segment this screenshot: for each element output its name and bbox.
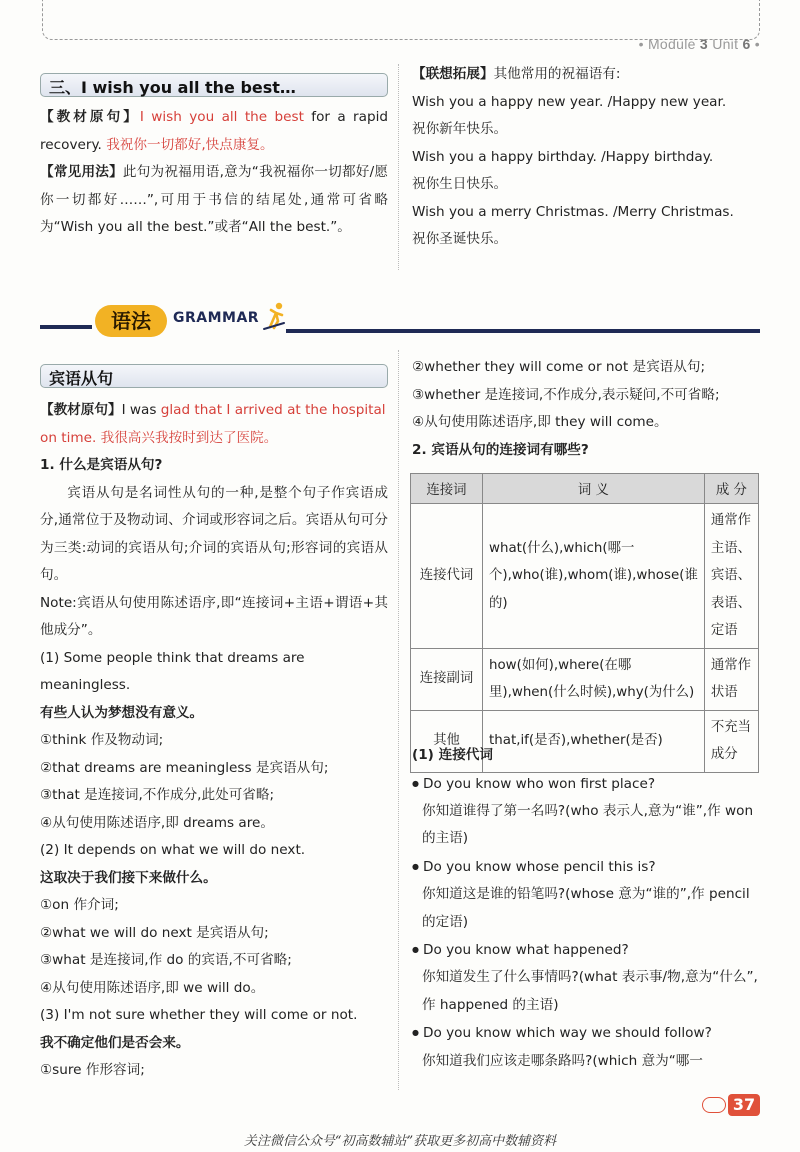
source-label: 【教材原句】 bbox=[40, 109, 140, 125]
table-cell: how(如何),where(在哪里),when(什么时候),why(为什么) bbox=[483, 648, 705, 710]
analysis-point: ③what 是连接词,作 do 的宾语,不可省略; bbox=[40, 952, 292, 968]
analysis-point: ①sure 作形容词; bbox=[40, 1062, 145, 1078]
source-label: 【教材原句】 bbox=[40, 402, 122, 418]
analysis-point: ④从句使用陈述语序,即 they will come。 bbox=[412, 414, 668, 430]
object-clause-left-column: 【教材原句】I was glad that I arrived at the hospital on time. 我很高兴我按时到达了医院。 1. 什么是宾语从句? 宾语从句是名词性从句的一种,是整个句子作宾语成分,通常位于及物动词、介词或形容词之后。宾语从句可分为三类:动词的宾语从句;介词的宾语从句;形容词的宾语从句。 Note:宾语从句使用陈述语序,即“连接词+主语+谓语+其他成分”。 (1) Some people think that dreams are meaningless. 有些人认为梦想没有意义。 ①think 作及物动词; ②that dreams are meaningless 是宾语从句; ③that 是连接词,不作成分,此处可省略; ④从句使用陈述语序,即 dreams are。 (2) It depends on what we will do next. 这取决于我们接下来做什么。 ①on 作介词; ②what we will do next 是宾语从句; ③what 是连接词,作 do 的宾语,不可省略; ④从句使用陈述语序,即 we will do。 (3) I'm not sure whether they will come or not. 我不确定他们是否会来。 ①sure 作形容词; bbox=[40, 397, 388, 1085]
blessing-line: 祝你生日快乐。 bbox=[412, 176, 508, 192]
top-dashed-box bbox=[42, 0, 760, 40]
table-row bbox=[411, 648, 759, 710]
analysis-point: ④从句使用陈述语序,即 dreams are。 bbox=[40, 814, 275, 831]
blessing-line: 祝你圣诞快乐。 bbox=[412, 231, 508, 247]
source-translation: 我很高兴我按时到达了医院。 bbox=[96, 429, 278, 446]
unit-label: Unit bbox=[712, 36, 739, 52]
blessing-line: 祝你新年快乐。 bbox=[412, 121, 508, 137]
table-cell: that,if(是否),whether(是否) bbox=[483, 710, 705, 772]
analysis-point: ②what we will do next 是宾语从句; bbox=[40, 924, 269, 941]
column-divider-bottom bbox=[398, 350, 399, 1090]
example-bullet-en: ● Do you know what happened? bbox=[412, 936, 760, 964]
page-ornament-icon bbox=[702, 1097, 726, 1113]
table-header-row bbox=[411, 474, 759, 504]
module-label: Module bbox=[647, 36, 696, 52]
blessing-line: Wish you a happy birthday. /Happy birthday. bbox=[412, 148, 714, 165]
example-bullet-cn: 你知道谁得了第一名吗?(who 表示人,意为“谁”,作 won 的主语) bbox=[422, 802, 754, 847]
table-cell: 连接代词 bbox=[411, 504, 483, 649]
source-translation: 我祝你一切都好,快点康复。 bbox=[106, 136, 274, 153]
table-header-cell: 成 分 bbox=[704, 474, 758, 504]
source-sentence-red: glad that I arrived at the hospital on time. bbox=[40, 402, 386, 446]
example-bullet-en: ● Do you know who won first place? bbox=[412, 770, 760, 798]
grammar-pill: 语法 bbox=[95, 305, 167, 337]
question-1-body: 宾语从句是名词性从句的一种,是整个句子作宾语成分,通常位于及物动词、介词或形容词之后。宾语从句可分为三类:动词的宾语从句;介词的宾语从句;形容词的宾语从句。 bbox=[40, 484, 388, 583]
column-divider-top bbox=[398, 64, 399, 270]
example-2-cn: 这取决于我们接下来做什么。 bbox=[40, 869, 217, 886]
blessing-line: Wish you a happy new year. /Happy new year. bbox=[412, 93, 727, 110]
usage-text: 此句为祝福用语,意为“我祝福你一切都好/愿你一切都好……”,可用于书信的结尾处,通常可省略为“Wish you all the best.”或者“All the best.”。 bbox=[40, 164, 388, 235]
analysis-point: ③that 是连接词,不作成分,此处可省略; bbox=[40, 787, 275, 803]
example-3-en: (3) I'm not sure whether they will come or not. bbox=[40, 1007, 358, 1023]
table-cell: 通常作主语、宾语、表语、定语 bbox=[704, 504, 758, 649]
page-number-badge bbox=[700, 1094, 760, 1118]
note-text: Note:宾语从句使用陈述语序,即“连接词+主语+谓语+其他成分”。 bbox=[40, 594, 388, 638]
page-number: 37 bbox=[728, 1094, 760, 1116]
grammar-banner bbox=[40, 301, 760, 337]
table-cell: 连接副词 bbox=[411, 648, 483, 710]
module-number: 3 bbox=[699, 36, 708, 52]
table-cell: 通常作状语 bbox=[704, 648, 758, 710]
question-1-heading: 1. 什么是宾语从句? bbox=[40, 457, 163, 473]
table-row bbox=[411, 504, 759, 649]
source-sentence-red: I wish you all the best bbox=[139, 109, 304, 125]
example-1-en: (1) Some people think that dreams are meaningless. bbox=[40, 649, 305, 693]
object-clause-heading: 宾语从句 bbox=[40, 364, 388, 388]
table-cell: what(什么),which(哪一个),who(谁),whom(谁),whose(谁的) bbox=[483, 504, 705, 649]
analysis-point: ①think 作及物动词; bbox=[40, 732, 164, 748]
analysis-point: ①on 作介词; bbox=[40, 897, 119, 913]
grammar-label: GRAMMAR bbox=[173, 310, 260, 326]
analysis-point: ④从句使用陈述语序,即 we will do。 bbox=[40, 979, 265, 996]
blessing-line: Wish you a merry Christmas. /Merry Christmas. bbox=[412, 203, 734, 220]
analysis-point: ②that dreams are meaningless 是宾语从句; bbox=[40, 759, 329, 776]
object-clause-right-top bbox=[412, 354, 760, 464]
example-1-cn: 有些人认为梦想没有意义。 bbox=[40, 704, 204, 721]
example-3-cn: 我不确定他们是否会来。 bbox=[40, 1034, 190, 1051]
table-cell: 不充当成分 bbox=[704, 710, 758, 772]
table-cell: 其他 bbox=[411, 710, 483, 772]
unit-number: 6 bbox=[742, 36, 751, 52]
extend-label: 【联想拓展】 bbox=[412, 66, 494, 82]
extend-block: 【联想拓展】其他常用的祝福语有: Wish you a happy new year. /Happy new year. 祝你新年快乐。 Wish you a happy birthday. /Happy birthday. 祝你生日快乐。 Wish you a merry Christmas. /Merry Christmas. 祝你圣诞快乐。 bbox=[412, 61, 762, 254]
subheading-connective-pronouns: (1) 连接代词 bbox=[412, 747, 493, 763]
table-header-cell: 连接词 bbox=[411, 474, 483, 504]
example-bullet-cn: 你知道我们应该走哪条路吗?(which 意为“哪一 bbox=[422, 1052, 703, 1069]
analysis-point: ②whether they will come or not 是宾语从句; bbox=[412, 359, 706, 375]
module-unit-tag: • Module 3 Unit 6 • bbox=[638, 36, 760, 52]
example-2-en: (2) It depends on what we will do next. bbox=[40, 842, 306, 858]
example-bullet-cn: 你知道这是谁的铅笔吗?(whose 意为“谁的”,作 pencil 的定语) bbox=[422, 886, 750, 930]
table-header-cell: 词 义 bbox=[483, 474, 705, 504]
question-2-heading: 2. 宾语从句的连接词有哪些? bbox=[412, 441, 589, 458]
banner-rule-left bbox=[40, 325, 92, 329]
usage-label: 【常见用法】 bbox=[40, 164, 123, 180]
example-bullet-cn: 你知道发生了什么事情吗?(what 表示事/物,意为“什么”,作 happened 的主语) bbox=[422, 969, 758, 1013]
analysis-point: ③whether 是连接词,不作成分,表示疑问,不可省略; bbox=[412, 386, 720, 403]
connector-table bbox=[410, 473, 759, 773]
object-clause-right-bottom bbox=[412, 742, 760, 1075]
banner-rule-right bbox=[286, 329, 760, 333]
section-3-body: 【教材原句】I wish you all the best for a rapid recovery. 我祝你一切都好,快点康复。 【常见用法】此句为祝福用语,意为“我祝福你一切都好/愿你一切都好……”,可用于书信的结尾处,通常可省略为“Wish you all the best.”或者“All the best.”。 bbox=[40, 109, 389, 235]
example-bullet-en: ● Do you know which way we should follow? bbox=[412, 1019, 760, 1047]
section-3-heading: 三、I wish you all the best… bbox=[40, 73, 388, 97]
pen-figure-icon bbox=[262, 301, 286, 331]
example-bullet-en: ● Do you know whose pencil this is? bbox=[412, 853, 760, 881]
footer-note: 关注微信公众号“初高数辅站”获取更多初高中数辅资料 bbox=[243, 1134, 557, 1149]
